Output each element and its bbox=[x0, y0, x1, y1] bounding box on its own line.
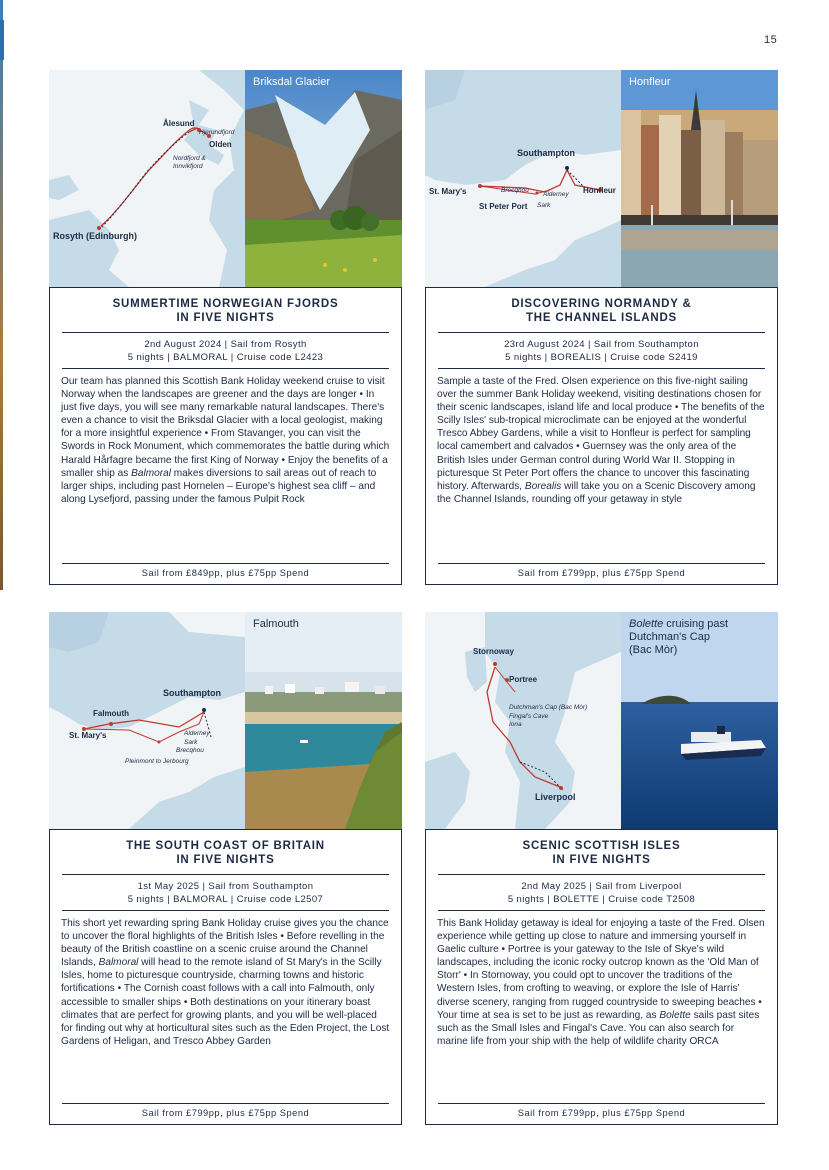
route-map bbox=[49, 70, 245, 287]
card-title-line-1: THE SOUTH COAST OF BRITAIN bbox=[126, 840, 325, 852]
description-text: This Bank Holiday getaway is ideal for enjoying a taste of the Fred. Olsen experience while getting up close to nature and immersing yourself in Gaelic culture • Portree is your gateway to the Isle of Skye's wild landscapes, including the iconic rocky outcrop known as the 'Old Man of Storr' • In Stornoway, you could opt to uncover the traditions of the Western Isles, from crofting to weaving, or explore the Isle of Harris' diverse scenery, ranging from rugged countryside to sweeping beaches • Your time at sea is set to be just as rewarding, as bbox=[437, 918, 765, 1021]
card-title-line-1: SUMMERTIME NORWEGIAN FJORDS bbox=[112, 298, 339, 310]
map-label-alesund: Ålesund bbox=[163, 119, 195, 128]
map-label-rosyth: Rosyth (Edinburgh) bbox=[53, 231, 137, 241]
divider bbox=[438, 910, 765, 911]
card-description bbox=[50, 375, 401, 506]
price-line: Sail from £799pp, plus £75pp Spend bbox=[517, 568, 686, 578]
card-title-line-2: THE CHANNEL ISLANDS bbox=[525, 312, 678, 324]
divider bbox=[438, 368, 765, 369]
map-label-falmouth: Falmouth bbox=[93, 709, 129, 718]
divider bbox=[62, 368, 389, 369]
map-label-st-marys: St. Mary's bbox=[429, 187, 467, 196]
divider bbox=[438, 563, 765, 564]
map-label-st-marys: St. Mary's bbox=[69, 731, 107, 740]
photo-caption: Briksdal Glacier bbox=[253, 76, 331, 88]
caption-text: (Bac Mòr) bbox=[629, 644, 678, 656]
divider bbox=[438, 332, 765, 333]
ship-name: Balmoral bbox=[98, 957, 139, 969]
card-title bbox=[426, 839, 777, 867]
description-text: makes diversions to sail areas out of reach to larger ships, including past Hornelen – Europe's highest sea cliff – and along Lysefjord, passing under the famous Pulpit Rock bbox=[61, 467, 377, 505]
route-map bbox=[425, 70, 621, 287]
card-visual bbox=[425, 70, 778, 287]
map-label-brecqhou: Brecqhou bbox=[501, 187, 529, 194]
ship-name: Bolette bbox=[659, 1009, 691, 1021]
description-text: will head to the remote island of St Mary's in the Scilly Isles, home to picturesque countryside, charming towns and historic fortifications • The Cornish coast follows with a call into Falmouth, only accessible to smaller ships • Both destinations on your itinerary boast climates that are perfect for growing plants, and you will be well-placed for finding out why at horticultural sites such as the Eden Project, the Lost Gardens of Heligan, and Tresco Abbey Garden bbox=[61, 957, 390, 1047]
departure-info: 1st May 2025 | Sail from Southampton bbox=[137, 881, 314, 892]
map-label-hjerundfjord: Hjerundfjord bbox=[199, 129, 235, 136]
map-label-alderney: Alderney bbox=[184, 730, 210, 737]
divider bbox=[62, 910, 389, 911]
map-label-portree: Portree bbox=[509, 675, 538, 684]
cruise-info: 5 nights | BALMORAL | Cruise code L2423 bbox=[127, 352, 324, 363]
map-label-sark: Sark bbox=[537, 202, 551, 209]
ship-name: Borealis bbox=[524, 480, 562, 492]
page-number: 15 bbox=[764, 34, 778, 46]
left-edge-accent bbox=[0, 20, 4, 60]
photo-honfleur bbox=[621, 70, 778, 287]
map-label-nordfjord-2: Innvikfjord bbox=[173, 163, 203, 170]
photo-falmouth bbox=[245, 612, 402, 829]
card-title-line-1: SCENIC SCOTTISH ISLES bbox=[522, 840, 681, 852]
description-text: Our team has planned this Scottish Bank Holiday weekend cruise to visit Norway when the landscapes are greener and the days are longer • In just five days, you will see many remarkable natural landscapes. There's even a chance to visit the Briksdal Glacier with a local geologist, making for a more insightful experience • From Stavanger, you can visit the Swords in Rock Monument, which commemorates the battle during which Harald Hårfagre became the first King of Norway • Enjoy the benefits of a smaller ship as bbox=[61, 376, 390, 479]
card-visual bbox=[425, 612, 778, 829]
card-info-box bbox=[49, 829, 402, 1125]
map-label-iona: Iona bbox=[509, 721, 522, 728]
ship-name: Balmoral bbox=[131, 467, 171, 479]
card-visual bbox=[49, 612, 402, 829]
description-text: will take you on a Scenic Discovery among the Channel Islands, rounding off your getaway in style bbox=[437, 480, 756, 505]
map-label-fingals-cave: Fingal's Cave bbox=[509, 713, 549, 720]
map-label-brecqhou: Brecqhou bbox=[176, 747, 204, 754]
caption-text: cruising past bbox=[663, 618, 729, 630]
map-label-pleinmont: Pleinmont to Jerbourg bbox=[125, 758, 189, 765]
map-label-st-peter-port: St Peter Port bbox=[479, 202, 528, 211]
card-title bbox=[50, 839, 401, 867]
card-title-line-1: DISCOVERING NORMANDY & bbox=[511, 298, 692, 310]
card-description bbox=[50, 917, 401, 1048]
photo-caption: Falmouth bbox=[253, 618, 299, 630]
card-visual bbox=[49, 70, 402, 287]
price-line: Sail from £799pp, plus £75pp Spend bbox=[517, 1108, 686, 1118]
photo-caption: Honfleur bbox=[629, 76, 671, 88]
photo-caption bbox=[629, 618, 728, 657]
divider bbox=[62, 563, 389, 564]
map-label-olden: Olden bbox=[209, 140, 232, 149]
divider bbox=[438, 874, 765, 875]
description-text: This short yet rewarding spring Bank Holiday cruise gives you the chance to uncover the floral highlights of the British Isles • Before revelling in the beauty of the British coastline on a scenic cruise around the Channel Islands, bbox=[61, 918, 389, 969]
card-title-line-2: IN FIVE NIGHTS bbox=[176, 312, 275, 324]
map-label-sark: Sark bbox=[184, 739, 198, 746]
card-title-line-2: IN FIVE NIGHTS bbox=[176, 854, 275, 866]
photo-briksdal-glacier bbox=[245, 70, 402, 287]
map-label-nordfjord-1: Nordfjord & bbox=[173, 155, 206, 162]
card-title bbox=[50, 297, 401, 325]
card-info-box bbox=[425, 287, 778, 585]
divider bbox=[62, 1103, 389, 1104]
card-info-box bbox=[49, 287, 402, 585]
card-info-box bbox=[425, 829, 778, 1125]
card-description bbox=[426, 375, 777, 506]
photo-bolette-dutchmans-cap bbox=[621, 612, 778, 829]
map-label-stornoway: Stornoway bbox=[473, 647, 514, 656]
card-description bbox=[426, 917, 777, 1048]
cruise-info: 5 nights | BALMORAL | Cruise code L2507 bbox=[127, 894, 324, 905]
map-label-southampton: Southampton bbox=[517, 148, 575, 158]
card-title-line-2: IN FIVE NIGHTS bbox=[552, 854, 651, 866]
map-label-liverpool: Liverpool bbox=[535, 792, 576, 802]
departure-info: 23rd August 2024 | Sail from Southampton bbox=[504, 339, 699, 350]
description-text: sails past sites such as the Small Isles and Fingal's Cave. You can also search for marine life from your ship with the help of wildlife charity ORCA bbox=[437, 1009, 760, 1047]
map-label-dutchmans-cap: Dutchman's Cap (Bac Mòr) bbox=[509, 704, 588, 711]
divider bbox=[438, 1103, 765, 1104]
departure-info: 2nd May 2025 | Sail from Liverpool bbox=[521, 881, 682, 892]
price-line: Sail from £849pp, plus £75pp Spend bbox=[141, 568, 310, 578]
map-label-southampton: Southampton bbox=[163, 688, 221, 698]
map-label-alderney: Alderney bbox=[543, 191, 569, 198]
divider bbox=[62, 332, 389, 333]
caption-text: Dutchman's Cap bbox=[629, 631, 710, 643]
departure-info: 2nd August 2024 | Sail from Rosyth bbox=[144, 339, 307, 350]
caption-ship-name: Bolette bbox=[629, 618, 664, 630]
card-title bbox=[426, 297, 777, 325]
route-map bbox=[49, 612, 245, 829]
divider bbox=[62, 874, 389, 875]
left-edge-image-strip bbox=[0, 0, 3, 590]
description-text: Sample a taste of the Fred. Olsen experience on this five-night sailing over the summer Bank Holiday weekend, visiting destinations chosen for their scenic landscapes, island life and local produce • The benefits of the Scilly Isles' sub-tropical microclimate can be enjoyed at the wonderful Tresco Abbey Gardens, while a visit to Honfleur is perfect for sampling local camembert and calvados • Guernsey was the only area of the British Isles under German control during World War II. Stopping in picturesque St Peter Port offers the chance to uncover this fascinating history. Afterwards, bbox=[437, 376, 765, 492]
cruise-info: 5 nights | BOLETTE | Cruise code T2508 bbox=[507, 894, 696, 905]
map-label-honfleur: Honfleur bbox=[583, 186, 616, 195]
route-map bbox=[425, 612, 621, 829]
price-line: Sail from £799pp, plus £75pp Spend bbox=[141, 1108, 310, 1118]
cruise-info: 5 nights | BOREALIS | Cruise code S2419 bbox=[505, 352, 698, 363]
